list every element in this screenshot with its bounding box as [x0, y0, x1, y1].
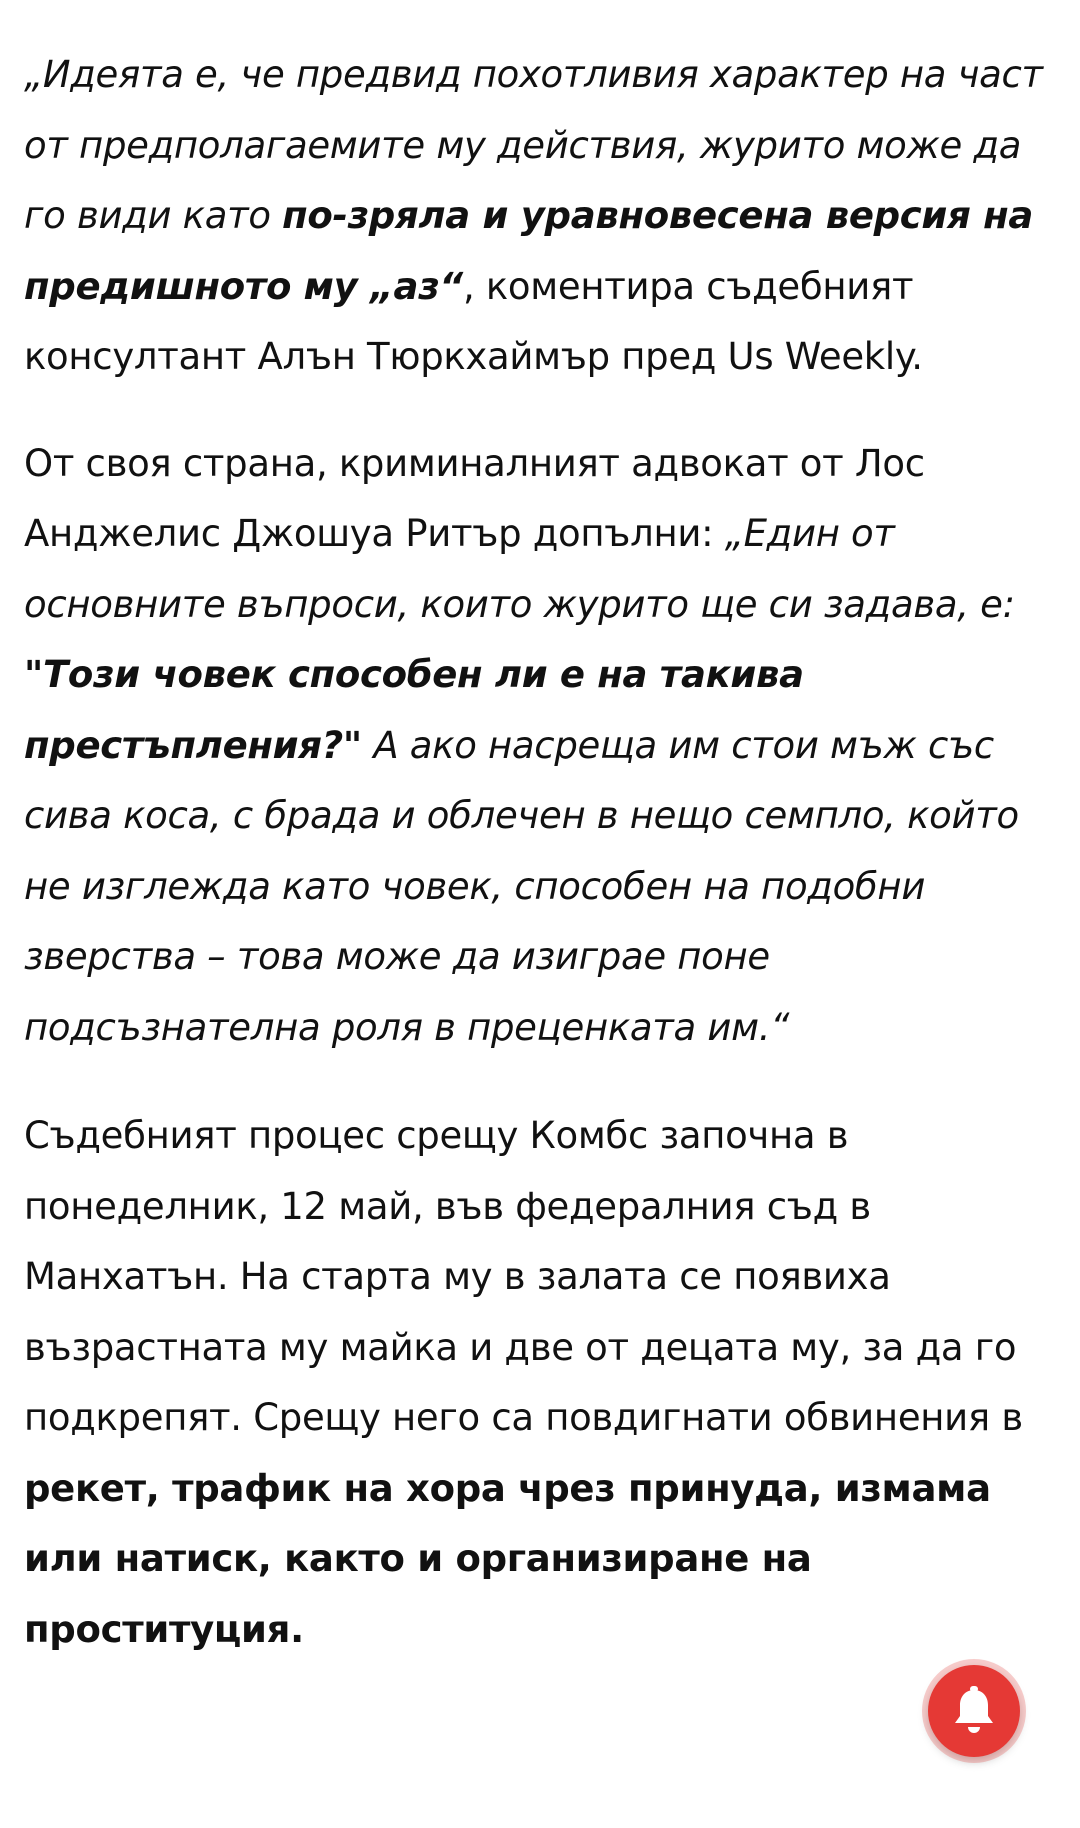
intro-text: От своя страна, криминалният адвокат от Лос Анджелис Джошуа Ритър допълни:: [24, 441, 925, 555]
quote-emphasis: "Този човек способен ли е на такива престъпления?": [24, 653, 804, 767]
attribution-text: , коментира съдебният консултант Алън Тюркхаймър пред Us Weekly.: [24, 264, 923, 378]
paragraph-quote-ritter: [24, 429, 1064, 1064]
paragraph-trial: [24, 1101, 1064, 1665]
quote-open-mark: „: [24, 53, 43, 96]
quote-text-continued: А ако насреща им стои мъж със сива коса, с брада и облечен в нещо семпло, който не изглежда като човек, способен на подобни зверства – това може да изиграе поне подсъзнателна роля в преценката им.“: [24, 723, 1019, 1049]
body-text: Съдебният процес срещу Комбс започна в понеделник, 12 май, във федералния съд в Манхатън. На старта му в залата се появиха възрастната му майка и две от децата му, за да го подкрепят. Срещу него са повдигнати обвинения в: [24, 1114, 1023, 1439]
quote-text: „Един от основните въпроси, които журито ще си задава, е:: [24, 512, 1015, 626]
charges-emphasis: рекет, трафик на хора чрез принуда, измама или натиск, както и организиране на проституция.: [24, 1466, 991, 1651]
quote-emphasis: по-зряла и уравновесена версия на предишното му „аз“: [24, 194, 1034, 308]
notification-bell-button[interactable]: [928, 1665, 1020, 1757]
quote-text: Идеята е, че предвид похотливия характер на част от предполагаемите му действия, журито може да го види като: [24, 53, 1043, 237]
article-body: [24, 40, 1064, 1703]
paragraph-quote-turkheimer: [24, 40, 1064, 393]
bell-icon: [951, 1686, 997, 1736]
